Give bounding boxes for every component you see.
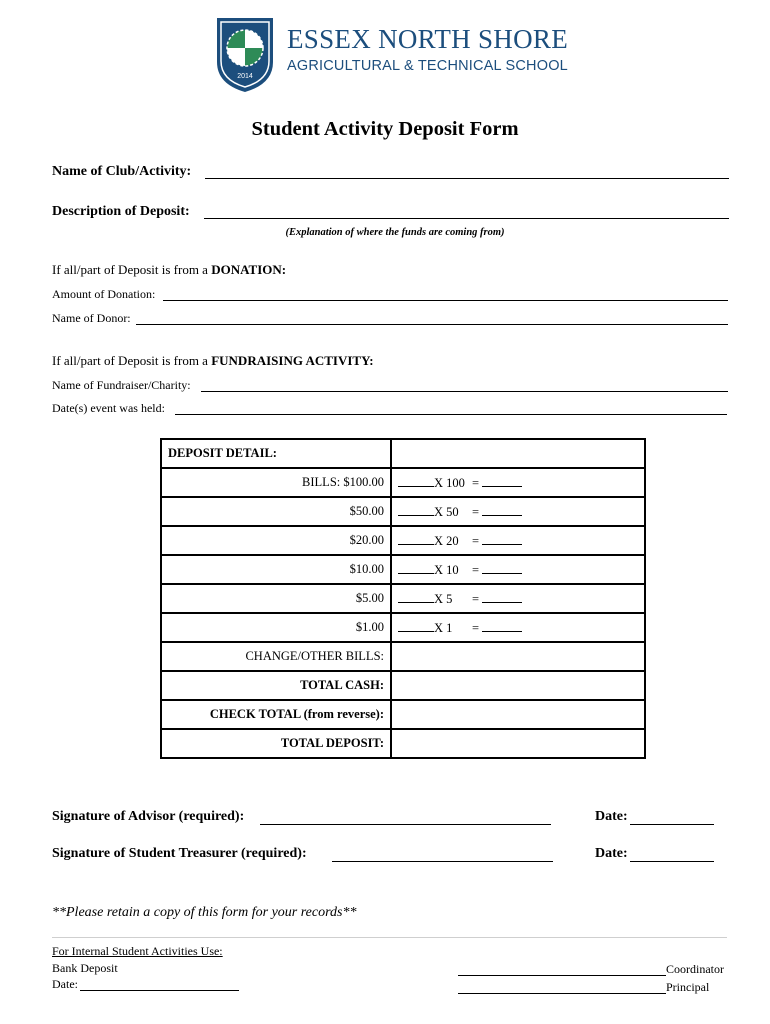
logo-year: 2014 [237, 73, 253, 80]
form-title: Student Activity Deposit Form [251, 118, 519, 140]
table-row [161, 497, 645, 526]
table-row [161, 700, 645, 729]
club-label: Name of Club/Activity: [52, 164, 192, 179]
change-value-cell[interactable] [391, 642, 645, 671]
description-input-line[interactable] [204, 218, 729, 219]
donation-amount-line[interactable] [163, 300, 728, 301]
total-deposit-value-cell[interactable] [391, 729, 645, 758]
bill-calc-100[interactable]: X 100 = [391, 468, 645, 497]
bill-calc-50[interactable]: X 50 = [391, 497, 645, 526]
fundraiser-name-label: Name of Fundraiser/Charity: [52, 378, 191, 392]
advisor-signature-label: Signature of Advisor (required): [52, 809, 245, 824]
table-row [161, 642, 645, 671]
bill-label-10: $10.00 [161, 555, 391, 584]
table-row [161, 526, 645, 555]
table-row [161, 584, 645, 613]
check-total-value-cell[interactable] [391, 700, 645, 729]
total-cash-value-cell[interactable] [391, 671, 645, 700]
fundraiser-name-line[interactable] [201, 391, 728, 392]
treasurer-signature-label: Signature of Student Treasurer (required): [52, 846, 307, 861]
table-row [161, 468, 645, 497]
event-dates-line[interactable] [175, 414, 727, 415]
event-dates-label: Date(s) event was held: [52, 401, 165, 415]
check-total-label: CHECK TOTAL (from reverse): [161, 700, 391, 729]
club-input-line[interactable] [205, 178, 729, 179]
table-row [161, 613, 645, 642]
deposit-detail-header: DEPOSIT DETAIL: [161, 439, 391, 468]
principal-signature-line[interactable] [458, 993, 666, 994]
bill-label-1: $1.00 [161, 613, 391, 642]
table-row [161, 671, 645, 700]
donation-intro: If all/part of Deposit is from a DONATION: [52, 262, 287, 277]
section-divider [52, 937, 727, 938]
internal-date-label: Date: [52, 977, 78, 991]
school-shield-logo [213, 14, 277, 94]
coordinator-signature-line[interactable] [458, 975, 666, 976]
bill-calc-10[interactable]: X 10 = [391, 555, 645, 584]
principal-label: Principal [666, 980, 710, 994]
advisor-date-label: Date: [595, 809, 628, 824]
change-label: CHANGE/OTHER BILLS: [161, 642, 391, 671]
bill-calc-1[interactable]: X 1 = [391, 613, 645, 642]
bill-label-50: $50.00 [161, 497, 391, 526]
treasurer-date-label: Date: [595, 846, 628, 861]
treasurer-date-line[interactable] [630, 861, 714, 862]
advisor-date-line[interactable] [630, 824, 714, 825]
bill-calc-20[interactable]: X 20 = [391, 526, 645, 555]
description-label: Description of Deposit: [52, 204, 190, 219]
deposit-detail-header-blank [391, 439, 645, 468]
bank-deposit-label: Bank Deposit [52, 961, 118, 975]
table-row [161, 555, 645, 584]
donation-amount-label: Amount of Donation: [52, 287, 156, 301]
bill-label-5: $5.00 [161, 584, 391, 613]
donor-name-line[interactable] [136, 324, 728, 325]
fundraising-intro: If all/part of Deposit is from a FUNDRAISING ACTIVITY: [52, 353, 374, 368]
advisor-signature-line[interactable] [260, 824, 551, 825]
bill-label-100: BILLS: $100.00 [161, 468, 391, 497]
coordinator-label: Coordinator [666, 962, 724, 976]
school-subtitle: AGRICULTURAL & TECHNICAL SCHOOL [287, 58, 568, 74]
table-row [161, 439, 645, 468]
school-name: ESSEX NORTH SHORE [287, 24, 569, 54]
total-deposit-label: TOTAL DEPOSIT: [161, 729, 391, 758]
internal-use-heading: For Internal Student Activities Use: [52, 944, 223, 958]
treasurer-signature-line[interactable] [332, 861, 553, 862]
donor-name-label: Name of Donor: [52, 311, 131, 325]
retain-copy-note: **Please retain a copy of this form for your records** [52, 905, 357, 920]
internal-date-line[interactable] [80, 990, 239, 991]
bill-label-20: $20.00 [161, 526, 391, 555]
description-note: (Explanation of where the funds are coming from) [285, 227, 505, 238]
bill-calc-5[interactable]: X 5 = [391, 584, 645, 613]
deposit-detail-table [160, 438, 646, 759]
table-row [161, 729, 645, 758]
total-cash-label: TOTAL CASH: [161, 671, 391, 700]
